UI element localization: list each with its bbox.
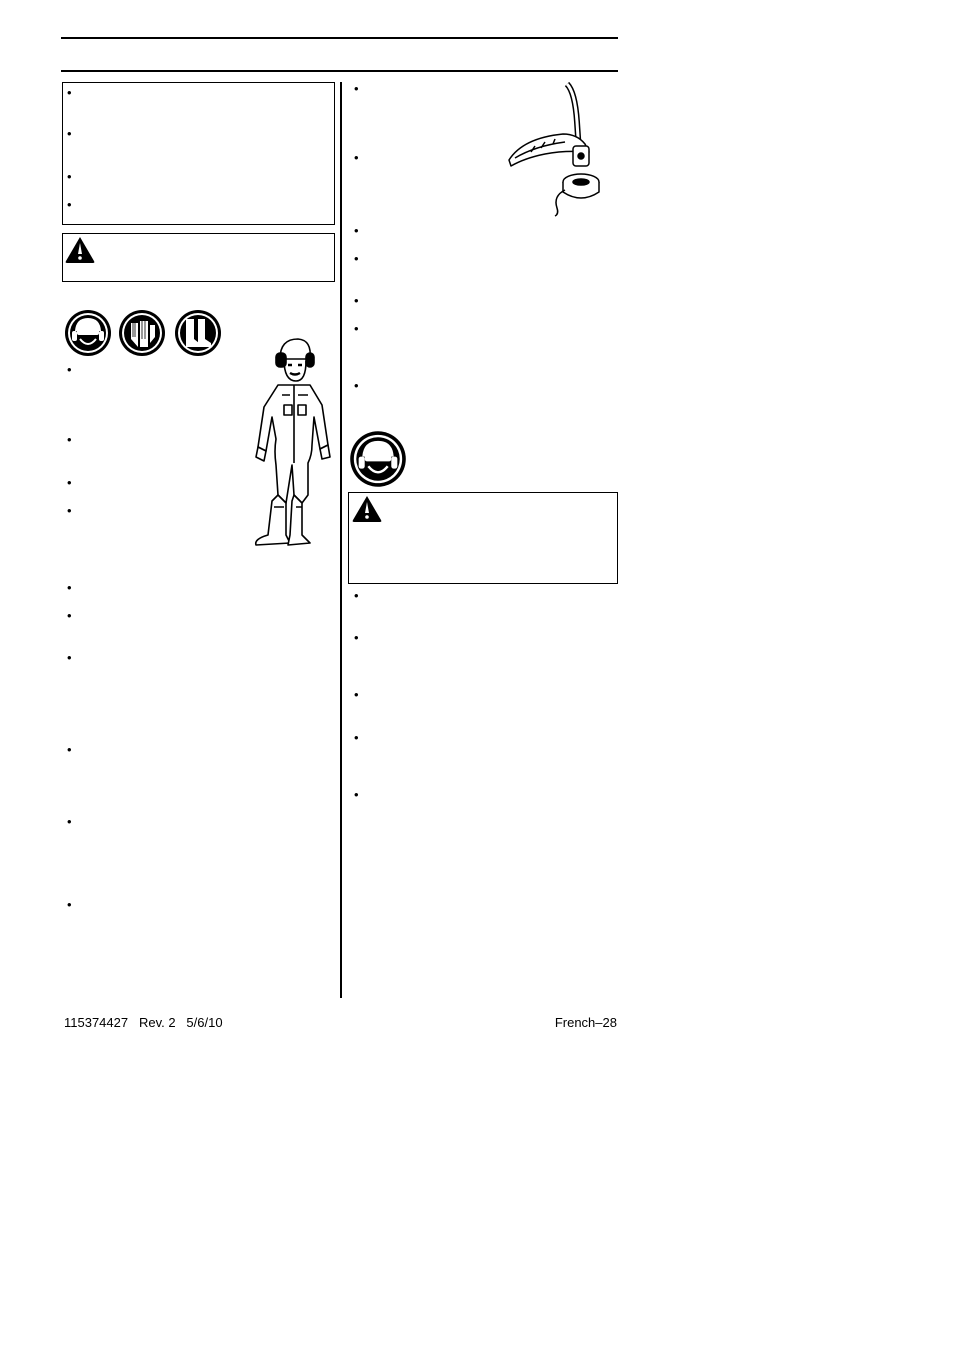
- bullet: •: [354, 630, 359, 645]
- bullet: •: [354, 223, 359, 238]
- bullet: •: [67, 197, 72, 212]
- bullet: •: [354, 150, 359, 165]
- bullet: •: [67, 126, 72, 141]
- page-separator: –: [595, 1015, 603, 1030]
- bullet: •: [354, 81, 359, 96]
- bullet: •: [67, 742, 72, 757]
- bullet: •: [354, 588, 359, 603]
- bullet: •: [354, 293, 359, 308]
- bullet: •: [354, 251, 359, 266]
- bullet: •: [354, 687, 359, 702]
- boots-icon: [174, 309, 222, 357]
- bullet: •: [354, 730, 359, 745]
- bullet: •: [354, 378, 359, 393]
- bullet: •: [67, 580, 72, 595]
- header-rule-bottom: [61, 70, 618, 72]
- bullet: •: [67, 503, 72, 518]
- protected-worker-illustration: [250, 335, 332, 555]
- bullet: •: [67, 897, 72, 912]
- warning-triangle-icon: [64, 235, 96, 264]
- footer-page-label: [555, 1015, 617, 1031]
- bullet: •: [67, 608, 72, 623]
- ear-eye-protection-icon: [349, 430, 407, 488]
- bullet: •: [354, 787, 359, 802]
- bullet: •: [67, 362, 72, 377]
- info-box-top-left: [62, 82, 335, 225]
- bullet: •: [67, 814, 72, 829]
- bullet: •: [67, 650, 72, 665]
- bullet: •: [67, 432, 72, 447]
- doc-date: 5/6/10: [186, 1015, 223, 1030]
- column-divider: [340, 82, 342, 998]
- ear-eye-protection-icon: [64, 309, 112, 357]
- bullet: •: [67, 85, 72, 100]
- revision: Rev. 2: [138, 1015, 176, 1030]
- bullet: •: [67, 169, 72, 184]
- warning-box-right: [348, 492, 618, 584]
- trimmer-head-illustration: [505, 82, 615, 220]
- gloves-icon: [118, 309, 166, 357]
- warning-box-left: [62, 233, 335, 282]
- footer-doc-info: [64, 1015, 223, 1031]
- warning-triangle-icon: [351, 494, 383, 523]
- page-number: 28: [602, 1015, 617, 1030]
- bullet: •: [354, 321, 359, 336]
- language-label: French: [554, 1015, 596, 1030]
- doc-number: 115374427: [64, 1015, 129, 1030]
- bullet: •: [67, 475, 72, 490]
- header-rule-top: [61, 37, 618, 39]
